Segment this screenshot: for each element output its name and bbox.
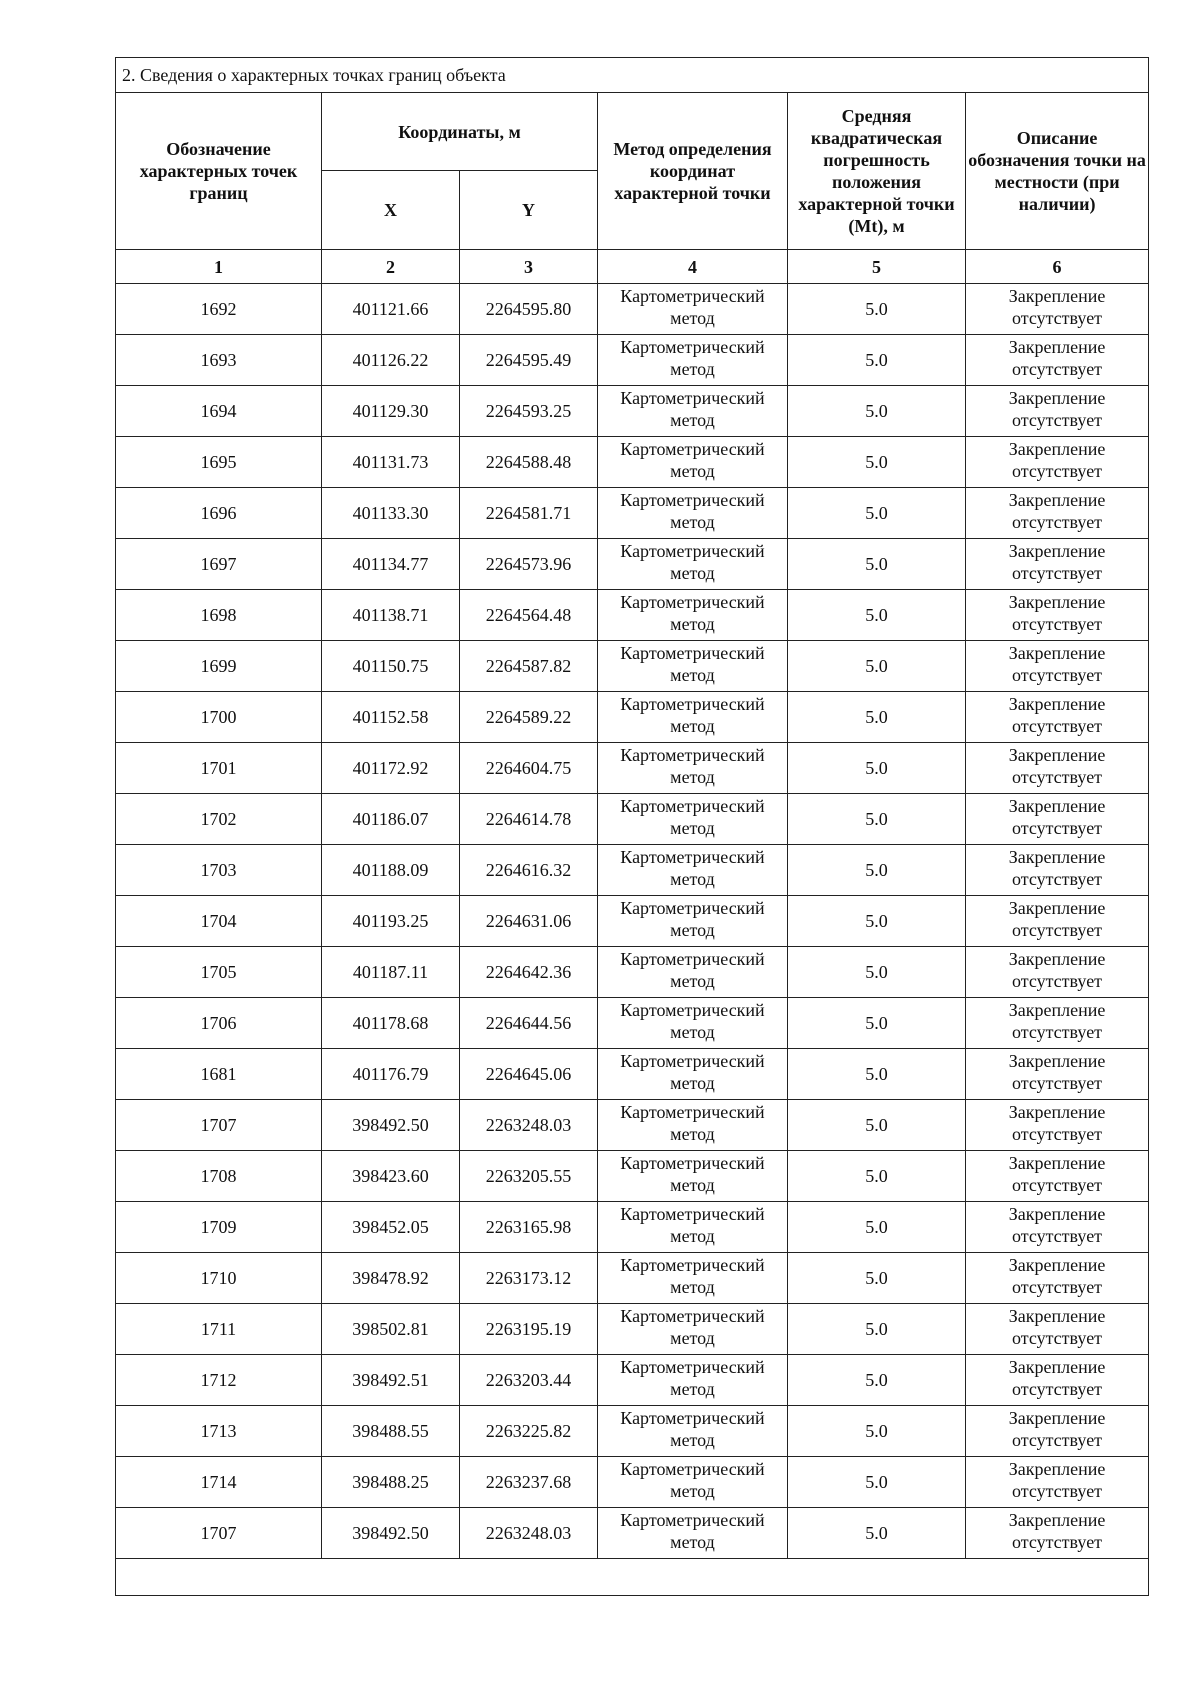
x-coordinate-cell: 401126.22 xyxy=(322,335,460,386)
x-coordinate-cell: 401178.68 xyxy=(322,998,460,1049)
description-cell: Закрепление отсутствует xyxy=(966,896,1149,947)
method-cell: Картометрический метод xyxy=(598,335,788,386)
error-cell: 5.0 xyxy=(788,1508,966,1559)
description-cell: Закрепление отсутствует xyxy=(966,437,1149,488)
error-cell: 5.0 xyxy=(788,1406,966,1457)
error-cell: 5.0 xyxy=(788,284,966,335)
y-coordinate-cell: 2263248.03 xyxy=(460,1508,598,1559)
method-cell: Картометрический метод xyxy=(598,1457,788,1508)
y-coordinate-cell: 2263195.19 xyxy=(460,1304,598,1355)
point-id-cell: 1713 xyxy=(116,1406,322,1457)
x-coordinate-cell: 398488.55 xyxy=(322,1406,460,1457)
description-cell: Закрепление отсутствует xyxy=(966,1457,1149,1508)
error-cell: 5.0 xyxy=(788,896,966,947)
description-cell: Закрепление отсутствует xyxy=(966,1304,1149,1355)
header-description: Описание обозначения точки на местности (при наличии) xyxy=(966,93,1149,250)
header-x: X xyxy=(322,171,460,250)
method-cell: Картометрический метод xyxy=(598,590,788,641)
point-id-cell: 1695 xyxy=(116,437,322,488)
y-coordinate-cell: 2263248.03 xyxy=(460,1100,598,1151)
table-row xyxy=(116,1202,1149,1253)
table-row xyxy=(116,1151,1149,1202)
method-cell: Картометрический метод xyxy=(598,1355,788,1406)
y-coordinate-cell: 2264588.48 xyxy=(460,437,598,488)
column-number-row xyxy=(116,250,1149,284)
point-id-cell: 1710 xyxy=(116,1253,322,1304)
description-cell: Закрепление отсутствует xyxy=(966,590,1149,641)
y-coordinate-cell: 2264564.48 xyxy=(460,590,598,641)
error-cell: 5.0 xyxy=(788,845,966,896)
method-cell: Картометрический метод xyxy=(598,488,788,539)
x-coordinate-cell: 401150.75 xyxy=(322,641,460,692)
x-coordinate-cell: 398492.50 xyxy=(322,1100,460,1151)
point-id-cell: 1708 xyxy=(116,1151,322,1202)
table-row xyxy=(116,590,1149,641)
error-cell: 5.0 xyxy=(788,488,966,539)
table-row xyxy=(116,743,1149,794)
method-cell: Картометрический метод xyxy=(598,692,788,743)
method-cell: Картометрический метод xyxy=(598,896,788,947)
point-id-cell: 1704 xyxy=(116,896,322,947)
error-cell: 5.0 xyxy=(788,692,966,743)
method-cell: Картометрический метод xyxy=(598,641,788,692)
description-cell: Закрепление отсутствует xyxy=(966,1508,1149,1559)
y-coordinate-cell: 2263165.98 xyxy=(460,1202,598,1253)
x-coordinate-cell: 398492.51 xyxy=(322,1355,460,1406)
error-cell: 5.0 xyxy=(788,539,966,590)
table-row xyxy=(116,488,1149,539)
error-cell: 5.0 xyxy=(788,1151,966,1202)
point-id-cell: 1705 xyxy=(116,947,322,998)
point-id-cell: 1702 xyxy=(116,794,322,845)
x-coordinate-cell: 401193.25 xyxy=(322,896,460,947)
y-coordinate-cell: 2264587.82 xyxy=(460,641,598,692)
error-cell: 5.0 xyxy=(788,794,966,845)
point-id-cell: 1714 xyxy=(116,1457,322,1508)
x-coordinate-cell: 401129.30 xyxy=(322,386,460,437)
point-id-cell: 1711 xyxy=(116,1304,322,1355)
table-row xyxy=(116,1508,1149,1559)
point-id-cell: 1697 xyxy=(116,539,322,590)
error-cell: 5.0 xyxy=(788,1355,966,1406)
table-row xyxy=(116,845,1149,896)
y-coordinate-cell: 2264595.80 xyxy=(460,284,598,335)
y-coordinate-cell: 2264616.32 xyxy=(460,845,598,896)
x-coordinate-cell: 401172.92 xyxy=(322,743,460,794)
table-row xyxy=(116,947,1149,998)
method-cell: Картометрический метод xyxy=(598,845,788,896)
x-coordinate-cell: 398478.92 xyxy=(322,1253,460,1304)
y-coordinate-cell: 2264604.75 xyxy=(460,743,598,794)
x-coordinate-cell: 398492.50 xyxy=(322,1508,460,1559)
column-number: 5 xyxy=(788,250,966,284)
point-id-cell: 1703 xyxy=(116,845,322,896)
description-cell: Закрепление отсутствует xyxy=(966,1202,1149,1253)
method-cell: Картометрический метод xyxy=(598,998,788,1049)
description-cell: Закрепление отсутствует xyxy=(966,743,1149,794)
x-coordinate-cell: 401121.66 xyxy=(322,284,460,335)
x-coordinate-cell: 398423.60 xyxy=(322,1151,460,1202)
point-id-cell: 1698 xyxy=(116,590,322,641)
table-row xyxy=(116,437,1149,488)
x-coordinate-cell: 401131.73 xyxy=(322,437,460,488)
header-y: Y xyxy=(460,171,598,250)
error-cell: 5.0 xyxy=(788,335,966,386)
y-coordinate-cell: 2264573.96 xyxy=(460,539,598,590)
method-cell: Картометрический метод xyxy=(598,1049,788,1100)
x-coordinate-cell: 398452.05 xyxy=(322,1202,460,1253)
column-number: 4 xyxy=(598,250,788,284)
y-coordinate-cell: 2263225.82 xyxy=(460,1406,598,1457)
error-cell: 5.0 xyxy=(788,1457,966,1508)
table-row xyxy=(116,335,1149,386)
point-id-cell: 1681 xyxy=(116,1049,322,1100)
table-row xyxy=(116,794,1149,845)
method-cell: Картометрический метод xyxy=(598,1406,788,1457)
method-cell: Картометрический метод xyxy=(598,1151,788,1202)
x-coordinate-cell: 398502.81 xyxy=(322,1304,460,1355)
table-row xyxy=(116,1457,1149,1508)
column-number: 2 xyxy=(322,250,460,284)
x-coordinate-cell: 401138.71 xyxy=(322,590,460,641)
description-cell: Закрепление отсутствует xyxy=(966,998,1149,1049)
description-cell: Закрепление отсутствует xyxy=(966,386,1149,437)
point-id-cell: 1709 xyxy=(116,1202,322,1253)
boundary-points-table xyxy=(115,57,1149,1596)
point-id-cell: 1694 xyxy=(116,386,322,437)
table-row xyxy=(116,1049,1149,1100)
y-coordinate-cell: 2264631.06 xyxy=(460,896,598,947)
description-cell: Закрепление отсутствует xyxy=(966,1100,1149,1151)
error-cell: 5.0 xyxy=(788,1100,966,1151)
header-method: Метод определения координат характерной точки xyxy=(598,93,788,250)
x-coordinate-cell: 401133.30 xyxy=(322,488,460,539)
table-row xyxy=(116,1253,1149,1304)
error-cell: 5.0 xyxy=(788,998,966,1049)
method-cell: Картометрический метод xyxy=(598,794,788,845)
y-coordinate-cell: 2264595.49 xyxy=(460,335,598,386)
y-coordinate-cell: 2264614.78 xyxy=(460,794,598,845)
method-cell: Картометрический метод xyxy=(598,743,788,794)
table-caption: 2. Сведения о характерных точках границ объекта xyxy=(116,58,1149,93)
point-id-cell: 1712 xyxy=(116,1355,322,1406)
error-cell: 5.0 xyxy=(788,1049,966,1100)
description-cell: Закрепление отсутствует xyxy=(966,1406,1149,1457)
description-cell: Закрепление отсутствует xyxy=(966,488,1149,539)
error-cell: 5.0 xyxy=(788,641,966,692)
header-error: Средняя квадратическая погрешность положения характерной точки (Mt), м xyxy=(788,93,966,250)
method-cell: Картометрический метод xyxy=(598,386,788,437)
method-cell: Картометрический метод xyxy=(598,1100,788,1151)
table-row xyxy=(116,1304,1149,1355)
error-cell: 5.0 xyxy=(788,1202,966,1253)
y-coordinate-cell: 2264642.36 xyxy=(460,947,598,998)
x-coordinate-cell: 401187.11 xyxy=(322,947,460,998)
description-cell: Закрепление отсутствует xyxy=(966,641,1149,692)
x-coordinate-cell: 401134.77 xyxy=(322,539,460,590)
table-row xyxy=(116,284,1149,335)
x-coordinate-cell: 401152.58 xyxy=(322,692,460,743)
table-row xyxy=(116,1406,1149,1457)
description-cell: Закрепление отсутствует xyxy=(966,1253,1149,1304)
method-cell: Картометрический метод xyxy=(598,1508,788,1559)
method-cell: Картометрический метод xyxy=(598,284,788,335)
description-cell: Закрепление отсутствует xyxy=(966,692,1149,743)
method-cell: Картометрический метод xyxy=(598,1202,788,1253)
point-id-cell: 1701 xyxy=(116,743,322,794)
method-cell: Картометрический метод xyxy=(598,437,788,488)
description-cell: Закрепление отсутствует xyxy=(966,947,1149,998)
header-coords: Координаты, м xyxy=(322,93,598,171)
point-id-cell: 1699 xyxy=(116,641,322,692)
y-coordinate-cell: 2263205.55 xyxy=(460,1151,598,1202)
method-cell: Картометрический метод xyxy=(598,1304,788,1355)
error-cell: 5.0 xyxy=(788,947,966,998)
column-number: 6 xyxy=(966,250,1149,284)
table-body xyxy=(116,284,1149,1559)
column-number: 3 xyxy=(460,250,598,284)
point-id-cell: 1696 xyxy=(116,488,322,539)
table-row xyxy=(116,386,1149,437)
method-cell: Картометрический метод xyxy=(598,947,788,998)
header-point: Обозначение характерных точек границ xyxy=(116,93,322,250)
error-cell: 5.0 xyxy=(788,590,966,641)
point-id-cell: 1700 xyxy=(116,692,322,743)
error-cell: 5.0 xyxy=(788,386,966,437)
empty-footer-row xyxy=(116,1559,1149,1596)
y-coordinate-cell: 2263237.68 xyxy=(460,1457,598,1508)
y-coordinate-cell: 2263203.44 xyxy=(460,1355,598,1406)
error-cell: 5.0 xyxy=(788,437,966,488)
x-coordinate-cell: 401176.79 xyxy=(322,1049,460,1100)
description-cell: Закрепление отсутствует xyxy=(966,794,1149,845)
document-sheet xyxy=(115,57,1148,1596)
description-cell: Закрепление отсутствует xyxy=(966,1049,1149,1100)
table-row xyxy=(116,641,1149,692)
point-id-cell: 1706 xyxy=(116,998,322,1049)
description-cell: Закрепление отсутствует xyxy=(966,284,1149,335)
empty-cell xyxy=(116,1559,1149,1596)
y-coordinate-cell: 2264644.56 xyxy=(460,998,598,1049)
table-row xyxy=(116,539,1149,590)
error-cell: 5.0 xyxy=(788,1253,966,1304)
y-coordinate-cell: 2264581.71 xyxy=(460,488,598,539)
y-coordinate-cell: 2264593.25 xyxy=(460,386,598,437)
description-cell: Закрепление отсутствует xyxy=(966,539,1149,590)
description-cell: Закрепление отсутствует xyxy=(966,1355,1149,1406)
table-row xyxy=(116,998,1149,1049)
x-coordinate-cell: 398488.25 xyxy=(322,1457,460,1508)
error-cell: 5.0 xyxy=(788,1304,966,1355)
description-cell: Закрепление отсутствует xyxy=(966,1151,1149,1202)
y-coordinate-cell: 2263173.12 xyxy=(460,1253,598,1304)
point-id-cell: 1692 xyxy=(116,284,322,335)
error-cell: 5.0 xyxy=(788,743,966,794)
description-cell: Закрепление отсутствует xyxy=(966,335,1149,386)
y-coordinate-cell: 2264645.06 xyxy=(460,1049,598,1100)
y-coordinate-cell: 2264589.22 xyxy=(460,692,598,743)
method-cell: Картометрический метод xyxy=(598,539,788,590)
point-id-cell: 1707 xyxy=(116,1508,322,1559)
x-coordinate-cell: 401188.09 xyxy=(322,845,460,896)
point-id-cell: 1693 xyxy=(116,335,322,386)
x-coordinate-cell: 401186.07 xyxy=(322,794,460,845)
table-row xyxy=(116,1355,1149,1406)
table-row xyxy=(116,692,1149,743)
point-id-cell: 1707 xyxy=(116,1100,322,1151)
column-number: 1 xyxy=(116,250,322,284)
table-row xyxy=(116,1100,1149,1151)
table-row xyxy=(116,896,1149,947)
method-cell: Картометрический метод xyxy=(598,1253,788,1304)
description-cell: Закрепление отсутствует xyxy=(966,845,1149,896)
